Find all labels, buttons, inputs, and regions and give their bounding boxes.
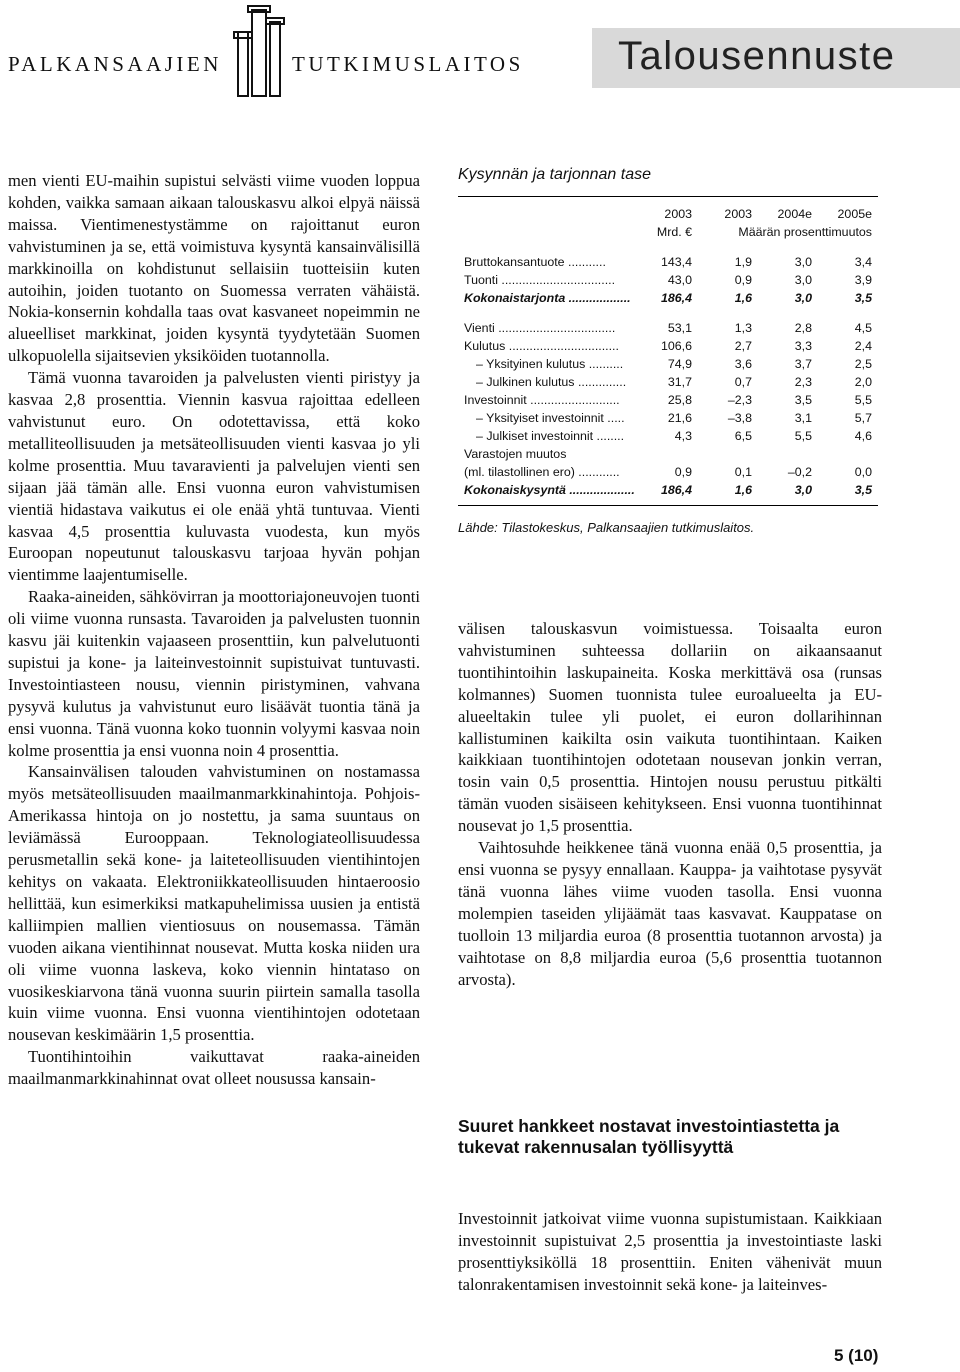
supply-demand-table (458, 166, 878, 535)
table-row (464, 391, 872, 409)
table-row (464, 373, 872, 391)
cell-value: –3,8 (727, 411, 752, 425)
cell-value: 186,4 (660, 483, 692, 497)
cell-value: 1,3 (734, 321, 752, 335)
cell-value: 3,9 (854, 273, 872, 287)
cell-value: 3,6 (734, 357, 752, 371)
section-heading: Suuret hankkeet nostavat investointiastetta ja tukevat rakennusalan työllisyyttä (458, 1116, 840, 1157)
table-row (464, 289, 872, 307)
publication-badge (592, 28, 960, 88)
cell-value: 2,0 (854, 375, 872, 389)
page-header (0, 0, 960, 100)
paragraph: Raaka-aineiden, sähkövirran ja moottoriajoneuvojen tuonti oli viime vuonna runsasta. Tavaroiden ja palvelusten tuonnin kasvu jäi kuitenkin vajaaseen prosenttiin, kun palvelutuonti supistui ja kone- ja laiteinvestoinnit supistuivat tuntuvasti. Investointiasteen nousu, viennin piristyminen, vahvana pysyvä kulutus ja vahvistunut euro lisäävät tuontia tänä ja ensi vuonna. Tänä vuonna koko tuonnin volyymi kasvaa noin kolme prosenttia ja ensi vuonna noin 4 prosenttia. (8, 587, 420, 760)
cell-value: 6,5 (734, 429, 752, 443)
cell-value: 3,5 (794, 393, 812, 407)
table-source: Lähde: Tilastokeskus, Palkansaajien tutkimuslaitos. (458, 520, 755, 535)
section-body (458, 1208, 882, 1296)
cell-value: 3,0 (794, 255, 812, 269)
row-label: Vienti .................................. (464, 321, 616, 335)
cell-value: 4,6 (854, 429, 872, 443)
cell-value: 53,1 (667, 321, 692, 335)
row-label: – Yksityinen kulutus .......... (476, 357, 624, 371)
cell-value: 106,6 (660, 339, 692, 353)
cell-value: 2,7 (734, 339, 752, 353)
cell-value: –0,2 (787, 465, 812, 479)
row-label: Tuonti ................................. (464, 273, 616, 287)
cell-value: 143,4 (660, 255, 692, 269)
table-row (464, 463, 872, 481)
cell-value: 0,0 (854, 465, 872, 479)
pt-logo-icon (232, 2, 286, 98)
cell-value: 1,6 (734, 483, 752, 497)
cell-value: 0,1 (734, 465, 752, 479)
cell-value: 25,8 (667, 393, 692, 407)
cell-value: –2,3 (727, 393, 752, 407)
cell-value: 1,9 (734, 255, 752, 269)
table-title: Kysynnän ja tarjonnan tase (458, 166, 652, 183)
cell-value: 3,5 (854, 483, 872, 497)
paragraph: Kansainvälisen talouden vahvistuminen on nostamassa myös metsäteollisuuden maailmanmarkkinahintoja. Pohjois-Amerikassa hintoja on jo nostettu, ja sama suuntaus on leviämässä Eurooppaan. Teknologiateollisuudessa perusmetallin sekä kone- ja laiteteollisuuden vientihintojen kehitys on vakaata. Elektroniikkateollisuuden hintaeroosio hellittää, kun esimerkiksi matkapuhelimissa uusien ja entistä kalliimpien mallien vientiosuus on nousemassa. Tämän vuoden aikana vientihinnat nousevat. Mutta koska niiden ura oli viime vuonna laskeva, koko viennin hintataso on vuosikeskiarvona tänä vuonna suurin piirtein samalla tasolla kuin viime vuonna. Ensi vuonna vientihintojen odotetaan nousevan keskimäärin 1,5 prosenttia. (8, 762, 420, 1045)
cell-value: 0,9 (674, 465, 692, 479)
cell-value: 43,0 (667, 273, 692, 287)
table-row (464, 481, 872, 499)
cell-value: 3,5 (854, 291, 872, 305)
right-column (458, 618, 882, 990)
cell-value: 2,4 (854, 339, 872, 353)
cell-value: 3,0 (794, 273, 812, 287)
cell-value: 5,7 (854, 411, 872, 425)
table-header-years: 2003 2003 2004e 2005e (664, 207, 872, 221)
paragraph: Tuontihintoihin vaikuttavat raaka-aineiden maailmanmarkkinahinnat ovat olleet nousussa kansain- (8, 1047, 420, 1089)
cell-value: 3,0 (794, 483, 812, 497)
table-header-units: Mrd. € Määrän prosenttimuutos (656, 225, 872, 239)
cell-value: 3,3 (794, 339, 812, 353)
cell-value: 186,4 (660, 291, 692, 305)
cell-value: 3,4 (854, 255, 872, 269)
row-label: Kokonaistarjonta .................. (464, 291, 631, 305)
cell-value: 3,1 (794, 411, 812, 425)
paragraph: Tämä vuonna tavaroiden ja palvelusten vienti piristyy ja kasvaa 2,8 prosenttia. Viennin kasvua rajoittaa edelleen vahvistunut euro. On odotettavissa, että koko metalliteollisuuden ja metsäteollisuuden vienti kasvaa jo yli kolme prosenttia. Muu tavaravienti ja palvelujen vienti sen sijaan jää tämän alle. Ensi vuonna euron vahvistumisen vientiä hidastava vaikutus ei ole enää yhtä tuntuvaa. Vienti kasvaa 4,5 prosenttia kuluvasta vuodesta, kun myös Euroopan nopeutunut talouskasvu tarjoaa hyvän pohjan vientimme laajentumiselle. (8, 368, 420, 585)
table-row (464, 427, 872, 445)
table-row (464, 319, 872, 337)
cell-value: 21,6 (667, 411, 692, 425)
cell-value: 3,0 (794, 291, 812, 305)
table-row (464, 445, 872, 463)
paragraph: välisen talouskasvun voimistuessa. Toisaalta euron vahvistuminen suhteessa dollariin on aikaansaanut tuontihintoihin laskupaineita. Koska merkittävä osa (runsas kolmannes) Suomen tuonnista tulee euroalueelta ja EU-alueeltakin tulee yli puolet, ei euron dollarihinnan kallistuminen kaikilta osin vaikuta tuontihintaan. Kaiken kaikkiaan tuontihintojen odotetaan nousevan jonkin verran, tosin vain 0,5 prosenttia. Hintojen nousu perustuu pitkälti tämän vuoden sisäiseen kehitykseen. Ensi vuonna tuontihinnat nousevat jo 1,5 prosenttia. (458, 619, 882, 836)
cell-value: 4,3 (674, 429, 692, 443)
cell-value: 0,9 (734, 273, 752, 287)
cell-value: 0,7 (734, 375, 752, 389)
cell-value: 5,5 (854, 393, 872, 407)
table-row (464, 355, 872, 373)
left-column (8, 170, 420, 1090)
row-label: Kokonaiskysyntä ................... (464, 483, 635, 497)
page-number: 5 (10) (834, 1346, 879, 1365)
cell-value: 31,7 (667, 375, 692, 389)
row-label: – Julkinen kulutus .............. (476, 375, 627, 389)
row-label: Bruttokansantuote ........... (464, 255, 606, 269)
section-paragraph: Investoinnit jatkoivat viime vuonna supistumistaan. Kaikkiaan investoinnit supistuivat 2,5 prosenttia ja investointiaste laski prosenttiyksiköllä 18 prosenttiin. Eniten vähenivät muun talonrakentamisen investoinnit sekä kone- ja laiteinves- (458, 1209, 882, 1294)
table-row (464, 409, 872, 427)
table-row (464, 337, 872, 355)
row-label: – Julkiset investoinnit ........ (476, 429, 625, 443)
row-label: Investoinnit .......................... (464, 393, 620, 407)
publication-title: Talousennuste (618, 34, 896, 78)
org-name-right: TUTKIMUSLAITOS (292, 52, 524, 76)
cell-value: 74,9 (667, 357, 692, 371)
row-label: Kulutus ................................ (464, 339, 619, 353)
table-row (464, 271, 872, 289)
cell-value: 3,7 (794, 357, 812, 371)
cell-value: 2,5 (854, 357, 872, 371)
paragraph: men vienti EU-maihin supistui selvästi viime vuoden loppua kohden, vaikka samaan aikaan talouskasvu alkoi elpyä näissä maissa. Vientimenestystämme on rajoittanut euron vahvistuminen ja se, että voimistuva kysyntä kansainvälisillä markkinoilla on kohdistunut sellaisiin tuotteisiin kuten autoihin, joiden tuotanto on Suomessa verraten vähäistä. Nokia-konsernin kohdalla taas ovat kasvaneet nopeimmin ne alueelliset markkinat, joiden kysyntä tyydytetään Suomen ulkopuolella sijaitsevien yksiköiden tuotannolla. (8, 171, 420, 366)
row-label: (ml. tilastollinen ero) ............ (464, 465, 620, 479)
cell-value: 1,6 (734, 291, 752, 305)
cell-value: 2,8 (794, 321, 812, 335)
cell-value: 5,5 (794, 429, 812, 443)
org-name-left: PALKANSAAJIEN (8, 52, 222, 76)
cell-value: 4,5 (854, 321, 872, 335)
cell-value: 2,3 (794, 375, 812, 389)
table-row (464, 253, 872, 271)
paragraph: Vaihtosuhde heikkenee tänä vuonna enää 0,5 prosenttia, ja ensi vuonna se pysyy ennallaan. Kauppa- ja vaihtotase pysyvät tänä vuonna lähes viime vuoden tasolla. Ensi vuonna molempien taseiden ylijäämät taas kasvavat. Kauppatase on tuolloin 13 miljardia euroa (8 prosenttia tuotannon arvosta) ja vaihtotase on 8,8 miljardia euroa (5,6 prosenttia tuotannon arvosta). (458, 838, 882, 989)
row-label: Varastojen muutos (464, 447, 567, 461)
table-body (458, 196, 878, 506)
row-label: – Yksityiset investoinnit ..... (476, 411, 625, 425)
